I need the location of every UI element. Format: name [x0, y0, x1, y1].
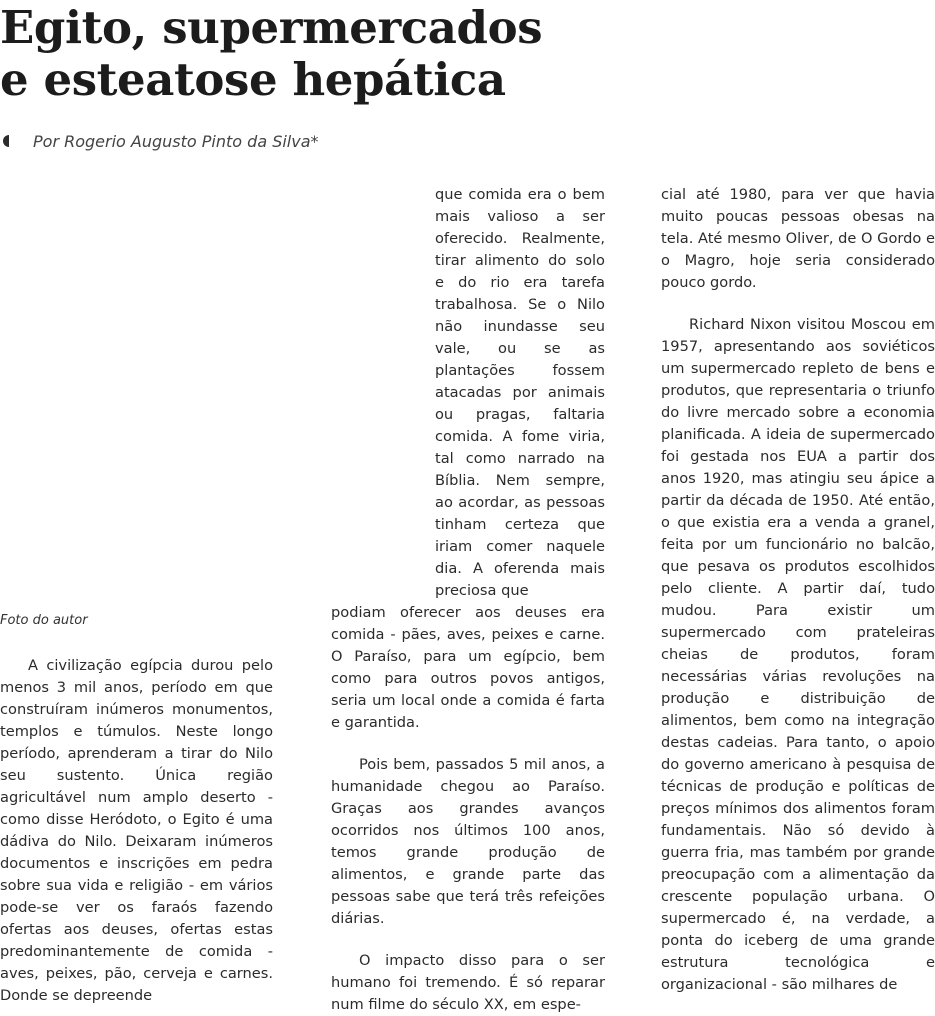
photo-caption: Foto do autor	[0, 613, 88, 628]
column-2	[331, 602, 605, 1016]
paragraph: A civilização egípcia durou pelo menos 3 mil anos, período em que construíram inúmeros monumentos, templos e túmulos. Neste longo período, aprenderam a tirar do Nilo seu sustento. Única região agricultável num amplo deserto - como disse Heródoto, o Egito é uma dádiva do Nilo. Deixaram inúmeros documentos e inscrições em pedra sobre sua vida e religião - em vários pode-se ver os faraós fazendo ofertas aos deuses, ofertas estas predominantemente de comida - aves, peixes, pão, cerveja e carnes. Donde se depreende	[0, 657, 273, 1004]
paragraph: O impacto disso para o ser humano foi tremendo. É só reparar num filme do século XX, em espe-	[331, 952, 605, 1013]
title-line-2: e esteatose hepática	[0, 53, 506, 106]
paragraph: podiam oferecer aos deuses era comida - pães, aves, peixes e carne. O Paraíso, para um egípcio, bem como para outros povos antigos, seria um local onde a comida é farta e garantida.	[331, 604, 605, 731]
column-2-top	[435, 184, 605, 602]
byline-author: Por Rogerio Augusto Pinto da Silva*	[33, 131, 319, 151]
article-title	[0, 2, 542, 106]
paragraph: que comida era o bem mais valioso a ser oferecido. Realmente, tirar alimento do solo e do rio era tarefa trabalhosa. Se o Nilo não inundasse seu vale, ou se as plantações fossem atacadas por animais ou pragas, faltaria comida. A fome viria, tal como narrado na Bíblia. Nem sempre, ao acordar, as pessoas tinham certeza que iriam comer naquele dia. A oferenda mais preciosa que	[435, 186, 605, 599]
author-photo	[0, 186, 430, 606]
paragraph: Pois bem, passados 5 mil anos, a humanidade chegou ao Paraíso. Graças aos grandes avanços ocorridos nos últimos 100 anos, temos grande produção de alimentos, e grande parte das pessoas sabe que terá três refeições diárias.	[331, 756, 605, 927]
title-line-1: Egito, supermercados	[0, 1, 543, 54]
paragraph: Richard Nixon visitou Moscou em 1957, apresentando aos soviéticos um supermercado repleto de bens e produtos, que representaria o triunfo do livre mercado sobre a economia planificada. A ideia de supermercado foi gestada nos EUA a partir dos anos 1920, mas atingiu seu ápice a partir da década de 1950. Até então, o que existia era a venda a granel, feita por um funcionário no balcão, que pesava os produtos escolhidos pelo cliente. A partir daí, tudo mudou. Para existir um supermercado com prateleiras cheias de produtos, foram necessárias várias revoluções na produção e distribuição de alimentos, bem como na integração destas cadeias. Para tanto, o apoio do governo americano à pesquisa de técnicas de produção e políticas de preços mínimos dos alimentos foram fundamentais. Não só devido à guerra fria, mas também por grande preocupação com a alimentação da crescente população urbana. O supermercado é, na verdade, a ponta do iceberg de uma grande estrutura tecnológica e organizacional - são milhares de	[661, 316, 935, 993]
column-1	[0, 655, 273, 1007]
byline	[0, 130, 319, 152]
column-3	[661, 184, 935, 996]
half-circle-icon	[3, 135, 9, 147]
paragraph: cial até 1980, para ver que havia muito poucas pessoas obesas na tela. Até mesmo Oliver, de O Gordo e o Magro, hoje seria considerado pouco gordo.	[661, 186, 935, 291]
